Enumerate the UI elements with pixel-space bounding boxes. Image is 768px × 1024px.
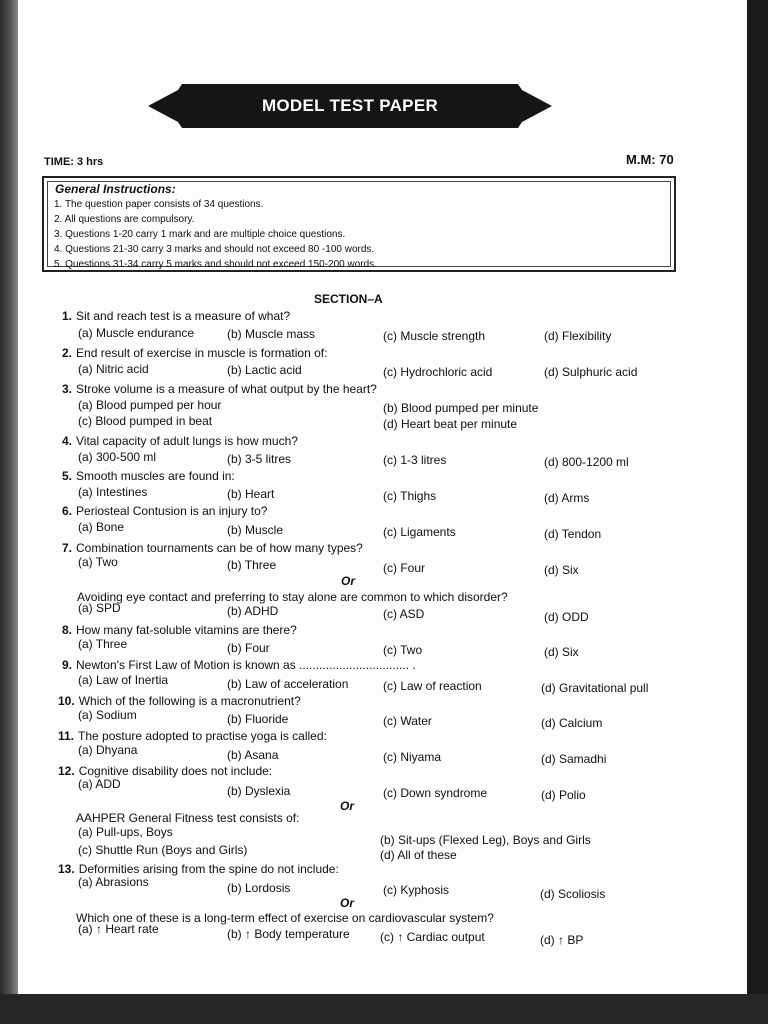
question-4: 4. Vital capacity of adult lungs is how much? [62, 434, 298, 448]
option-b: (b) Law of acceleration [227, 677, 349, 691]
question-8: 8. How many fat-soluble vitamins are there? [62, 623, 297, 637]
question-2: 2. End result of exercise in muscle is formation of: [62, 346, 328, 360]
option-d: (d) Calcium [541, 716, 603, 730]
option-d: (d) Six [544, 563, 579, 577]
question-10: 10. Which of the following is a macronutrient? [58, 694, 301, 708]
question-3: 3. Stroke volume is a measure of what output by the heart? [62, 382, 377, 396]
option-d: (d) Tendon [544, 527, 602, 541]
option-a: (a) Three [78, 637, 128, 651]
option-b: (b) Four [227, 641, 270, 655]
option-c: (c) Water [383, 714, 432, 728]
option-c: (c) Muscle strength [383, 329, 486, 343]
option-a: (a) Nitric acid [78, 362, 149, 376]
option-b: (b) Sit-ups (Flexed Leg), Boys and Girls [380, 833, 591, 847]
option-c: (c) Thighs [383, 489, 437, 503]
option-a: (a) ↑ Heart rate [78, 922, 159, 936]
instruction-item: 5. Questions 31-34 carry 5 marks and should not exceed 150-200 words. [54, 259, 377, 270]
option-b: (b) 3-5 litres [227, 452, 292, 466]
max-marks-label: M.M: 70 [626, 152, 674, 167]
question-9: 9. Newton's First Law of Motion is known as ................................. . [62, 658, 416, 672]
option-d: (d) ODD [544, 610, 589, 624]
option-b: (b) Asana [227, 748, 279, 762]
option-d: (d) 800-1200 ml [544, 455, 629, 469]
question-7: 7. Combination tournaments can be of how many types? [62, 541, 363, 555]
title-banner [148, 84, 552, 128]
or-separator: Or [341, 574, 356, 588]
option-b: (b) Muscle [227, 523, 284, 537]
option-d: (d) Sulphuric acid [544, 365, 638, 379]
section-heading: SECTION–A [314, 292, 383, 306]
time-label: TIME: 3 hrs [44, 156, 104, 168]
option-b: (b) Three [227, 558, 277, 572]
option-b: (b) Fluoride [227, 712, 289, 726]
option-c: (c) Two [383, 643, 423, 657]
instruction-item: 3. Questions 1-20 carry 1 mark and are multiple choice questions. [54, 229, 346, 240]
question-13: 13. Deformities arising from the spine do not include: [58, 862, 339, 876]
scan-bottom-band [0, 994, 768, 1024]
option-c: (c) ASD [383, 607, 425, 621]
option-a: (a) Two [78, 555, 118, 569]
question-13-alternative: Which one of these is a long-term effect of exercise on cardiovascular system? [76, 911, 494, 925]
option-b: (b) ↑ Body temperature [227, 927, 350, 941]
option-b: (b) Heart [227, 487, 275, 501]
option-a: (a) Intestines [78, 485, 148, 499]
instructions-box [42, 176, 676, 272]
option-a: (a) Bone [78, 520, 125, 534]
option-b: (b) Blood pumped per minute [383, 401, 539, 415]
option-a: (a) Blood pumped per hour [78, 398, 222, 412]
option-c: (c) Kyphosis [383, 883, 450, 897]
page-edge-shadow [0, 0, 18, 1024]
option-d: (d) Flexibility [544, 329, 612, 343]
option-b: (b) ADHD [227, 604, 279, 618]
question-5: 5. Smooth muscles are found in: [62, 469, 235, 483]
option-b: (b) Muscle mass [227, 327, 316, 341]
option-b: (b) Lactic acid [227, 363, 302, 377]
option-c: (c) Down syndrome [383, 786, 488, 800]
option-c: (c) Ligaments [383, 525, 456, 539]
option-d: (d) Polio [541, 788, 586, 802]
option-d: (d) Heart beat per minute [383, 417, 518, 431]
option-c: (c) Law of reaction [383, 679, 482, 693]
instructions-title: General Instructions: [55, 182, 176, 196]
question-7-alternative: Avoiding eye contact and preferring to stay alone are common to which disorder? [77, 590, 508, 604]
option-b: (b) Lordosis [227, 881, 291, 895]
option-a: (a) ADD [78, 777, 121, 791]
option-a: (a) Abrasions [78, 875, 149, 889]
or-separator: Or [340, 896, 355, 910]
option-d: (d) Gravitational pull [541, 681, 649, 695]
question-1: 1. Sit and reach test is a measure of what? [62, 309, 291, 323]
option-c: (c) Hydrochloric acid [383, 365, 493, 379]
option-b: (b) Dyslexia [227, 784, 291, 798]
option-c: (c) 1-3 litres [383, 453, 447, 467]
question-12: 12. Cognitive disability does not include: [58, 764, 273, 778]
option-a: (a) Law of Inertia [78, 673, 169, 687]
option-a: (a) Muscle endurance [78, 326, 195, 340]
option-a: (a) Pull-ups, Boys [78, 825, 173, 839]
option-a: (a) SPD [78, 601, 121, 615]
page-title: MODEL TEST PAPER [261, 96, 439, 115]
option-c: (c) ↑ Cardiac output [380, 930, 485, 944]
option-d: (d) ↑ BP [540, 933, 584, 947]
option-a: (a) Dhyana [78, 743, 138, 757]
question-6: 6. Periosteal Contusion is an injury to? [62, 504, 268, 518]
option-c: (c) Niyama [383, 750, 442, 764]
instruction-item: 2. All questions are compulsory. [54, 214, 195, 225]
option-a: (a) 300-500 ml [78, 450, 157, 464]
option-c: (c) Four [383, 561, 425, 575]
or-separator: Or [340, 799, 355, 813]
option-d: (d) Six [544, 645, 579, 659]
instruction-item: 4. Questions 21-30 carry 3 marks and should not exceed 80 -100 words. [54, 244, 375, 255]
option-d: (d) All of these [380, 848, 457, 862]
instruction-item: 1. The question paper consists of 34 questions. [54, 199, 264, 210]
option-c: (c) Blood pumped in beat [78, 414, 213, 428]
option-d: (d) Samadhi [541, 752, 607, 766]
question-11: 11. The posture adopted to practise yoga is called: [58, 729, 327, 743]
question-12-alternative: AAHPER General Fitness test consists of: [76, 811, 300, 825]
option-c: (c) Shuttle Run (Boys and Girls) [78, 843, 248, 857]
option-a: (a) Sodium [78, 708, 137, 722]
option-d: (d) Scoliosis [540, 887, 606, 901]
option-d: (d) Arms [544, 491, 590, 505]
